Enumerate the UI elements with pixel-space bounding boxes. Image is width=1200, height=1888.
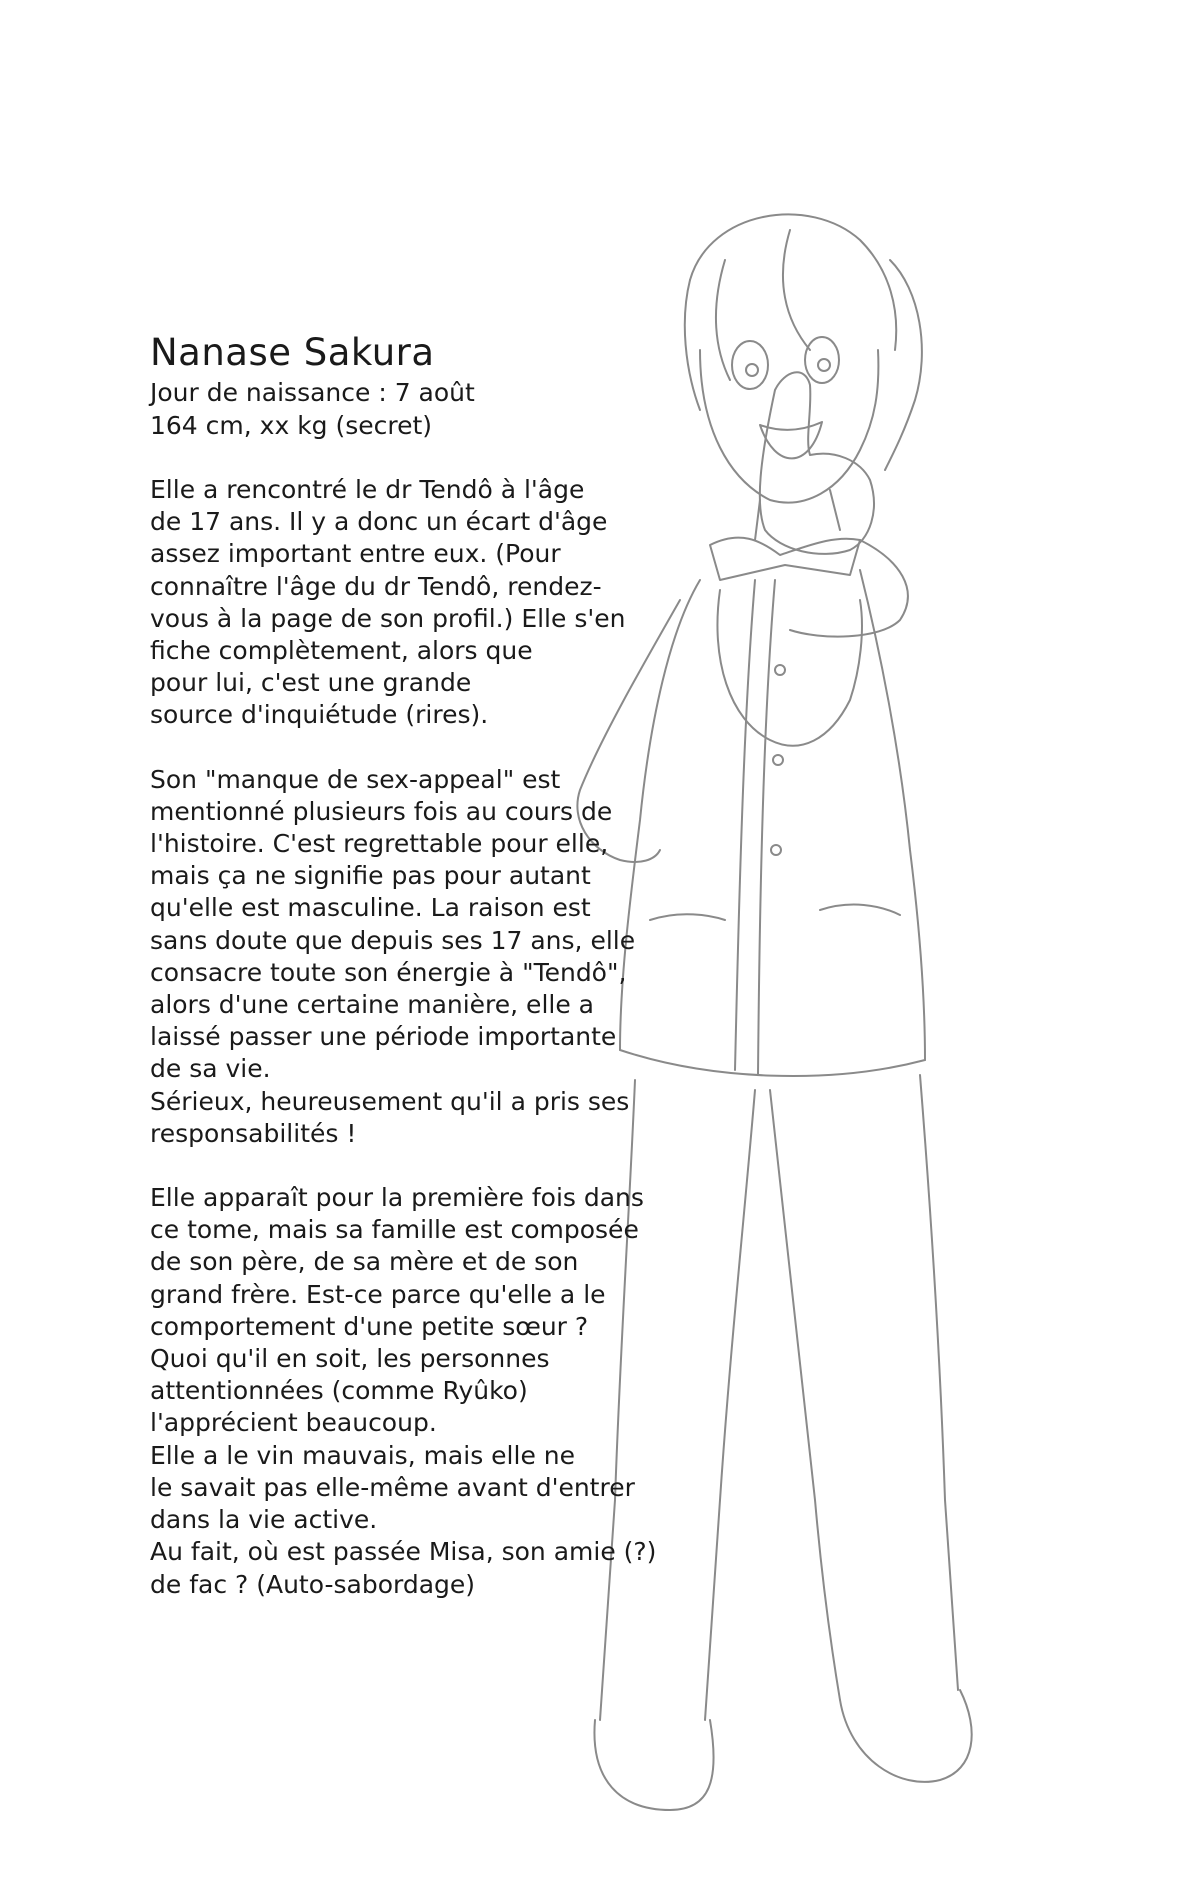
paragraph-line: Elle a rencontré le dr Tendô à l'âge <box>150 475 585 504</box>
paragraph-line: l'apprécient beaucoup. <box>150 1408 437 1438</box>
paragraph-line: connaître l'âge du dr Tendô, rendez- <box>150 571 602 601</box>
birthday-line: Jour de naissance : 7 août <box>150 378 475 407</box>
paragraph-line: sans doute que depuis ses 17 ans, elle <box>150 925 636 955</box>
stethoscope <box>717 590 862 746</box>
tunic-button <box>775 665 785 675</box>
right-trouser-leg <box>920 1075 958 1690</box>
thumbs-up-hand <box>760 372 874 554</box>
paragraph-line: de 17 ans. Il y a donc un écart d'âge <box>150 507 608 537</box>
paragraph-line: Quoi qu'il en soit, les personnes <box>150 1344 550 1374</box>
profile-paragraph <box>150 1182 690 1601</box>
right-shoe <box>840 1690 972 1782</box>
right-pupil <box>818 359 830 371</box>
tunic-button <box>773 755 783 765</box>
paragraph-line: dans la vie active. <box>150 1505 378 1535</box>
tunic-right-side <box>860 570 925 1060</box>
hair-outline <box>690 214 896 350</box>
character-name: Nanase Sakura <box>150 331 435 374</box>
height-weight-line: 164 cm, xx kg (secret) <box>150 411 433 440</box>
paragraph-line: Au fait, où est passée Misa, son amie (?) <box>150 1537 657 1567</box>
paragraph-line: pour lui, c'est une grande <box>150 668 472 698</box>
paragraph-line: source d'inquiétude (rires). <box>150 700 489 730</box>
paragraph-line: alors d'une certaine manière, elle a <box>150 990 594 1020</box>
paragraph-line: ce tome, mais sa famille est composée <box>150 1215 639 1245</box>
right-trouser-inner <box>770 1090 840 1700</box>
open-mouth <box>760 422 822 458</box>
paragraph-line: fiche complètement, alors que <box>150 636 533 666</box>
paragraph-line: de son père, de sa mère et de son <box>150 1247 579 1277</box>
profile-paragraph <box>150 764 690 1150</box>
paragraph-line: attentionnées (comme Ryûko) <box>150 1376 528 1406</box>
paragraph-line: assez important entre eux. (Pour <box>150 539 561 569</box>
profile-paragraph <box>150 474 690 732</box>
paragraph-line: mais ça ne signifie pas pour autant <box>150 861 591 891</box>
paragraph-line: de fac ? (Auto-sabordage) <box>150 1569 476 1599</box>
profile-text-block <box>150 330 690 1601</box>
paragraph-line: consacre toute son énergie à "Tendô", <box>150 957 627 987</box>
paragraph-line: Son "manque de sex-appeal" est <box>150 764 561 794</box>
paragraph-line: laissé passer une période importante <box>150 1022 617 1052</box>
paragraph-line: responsabilités ! <box>150 1118 357 1148</box>
paragraph-line: de sa vie. <box>150 1054 271 1084</box>
left-trouser-inner <box>705 1090 755 1720</box>
paragraph-line: grand frère. Est-ce parce qu'elle a le <box>150 1279 606 1309</box>
tunic-front-seam <box>735 580 775 1075</box>
paragraph-line: le savait pas elle-même avant d'entrer <box>150 1472 635 1502</box>
tunic-button <box>771 845 781 855</box>
hair-bangs <box>685 230 810 410</box>
paragraph-line: l'histoire. C'est regrettable pour elle, <box>150 829 609 859</box>
paragraph-line: Elle a le vin mauvais, mais elle ne <box>150 1440 575 1470</box>
paragraph-line: mentionné plusieurs fois au cours de <box>150 796 613 826</box>
paragraph-line: comportement d'une petite sœur ? <box>150 1311 589 1341</box>
paragraph-line: qu'elle est masculine. La raison est <box>150 893 591 923</box>
paragraph-line: vous à la page de son profil.) Elle s'en <box>150 603 626 633</box>
left-pupil <box>746 364 758 376</box>
outstretched-arm <box>790 540 908 637</box>
paragraph-line: Elle apparaît pour la première fois dans <box>150 1183 644 1213</box>
collar <box>710 538 860 580</box>
left-shoe <box>594 1720 713 1810</box>
paragraph-line: Sérieux, heureusement qu'il a pris ses <box>150 1086 630 1116</box>
